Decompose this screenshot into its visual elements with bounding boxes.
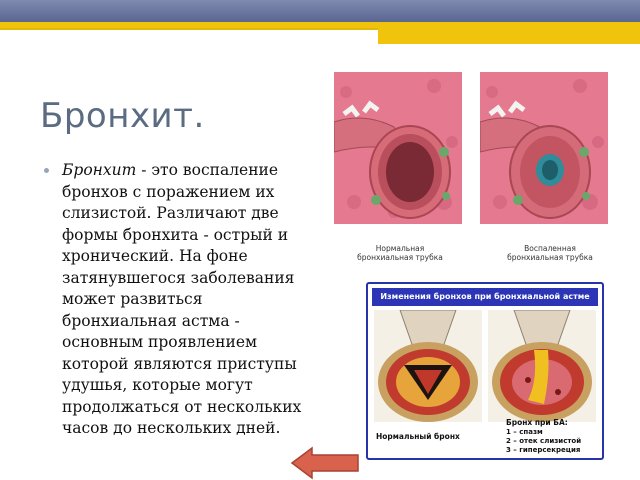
asthma-normal-label: Нормальный бронх	[376, 432, 460, 441]
bullet-item	[44, 160, 306, 440]
asthma-diagram	[366, 282, 604, 460]
asthma-ba-title: Бронх при БА:	[506, 418, 568, 427]
left-arrow-icon[interactable]	[290, 446, 360, 480]
asthma-ba-item: 1 – спазм	[506, 428, 543, 436]
inflamed-bronchus-image	[480, 72, 608, 224]
bullet-text	[62, 160, 306, 440]
normal-bronchus-image	[334, 72, 462, 224]
normal-bronchus-section	[374, 310, 482, 422]
inflamed-caption: Воспаленная бронхиальная трубка	[507, 244, 593, 262]
normal-caption: Нормальная бронхиальная трубка	[357, 244, 443, 262]
accent-block	[378, 28, 640, 44]
asthma-ba-item: 2 – отек слизистой	[506, 437, 582, 445]
bullet-dot	[44, 168, 49, 173]
slide-title: Бронхит.	[40, 96, 205, 136]
asthma-ba-list	[506, 428, 581, 455]
bullet-term: Бронхит	[62, 161, 137, 179]
top-bar	[0, 0, 640, 22]
asthma-bronchus-section	[488, 310, 596, 422]
asthma-header: Изменения бронхов при бронхиальной астме	[372, 288, 598, 306]
asthma-ba-item: 3 – гиперсекреция	[506, 446, 581, 454]
bullet-body: - это воспаление бронхов с поражением их слизистой. Различают две формы бронхита - острый и хронический. На фоне затянувшегося заболевания может развиться бронхиальная астма - основным проявлением которой являются приступы удушья, которые могут продолжаться от нескольких часов до нескольких дней.	[62, 161, 302, 437]
accent-strip	[0, 28, 378, 30]
